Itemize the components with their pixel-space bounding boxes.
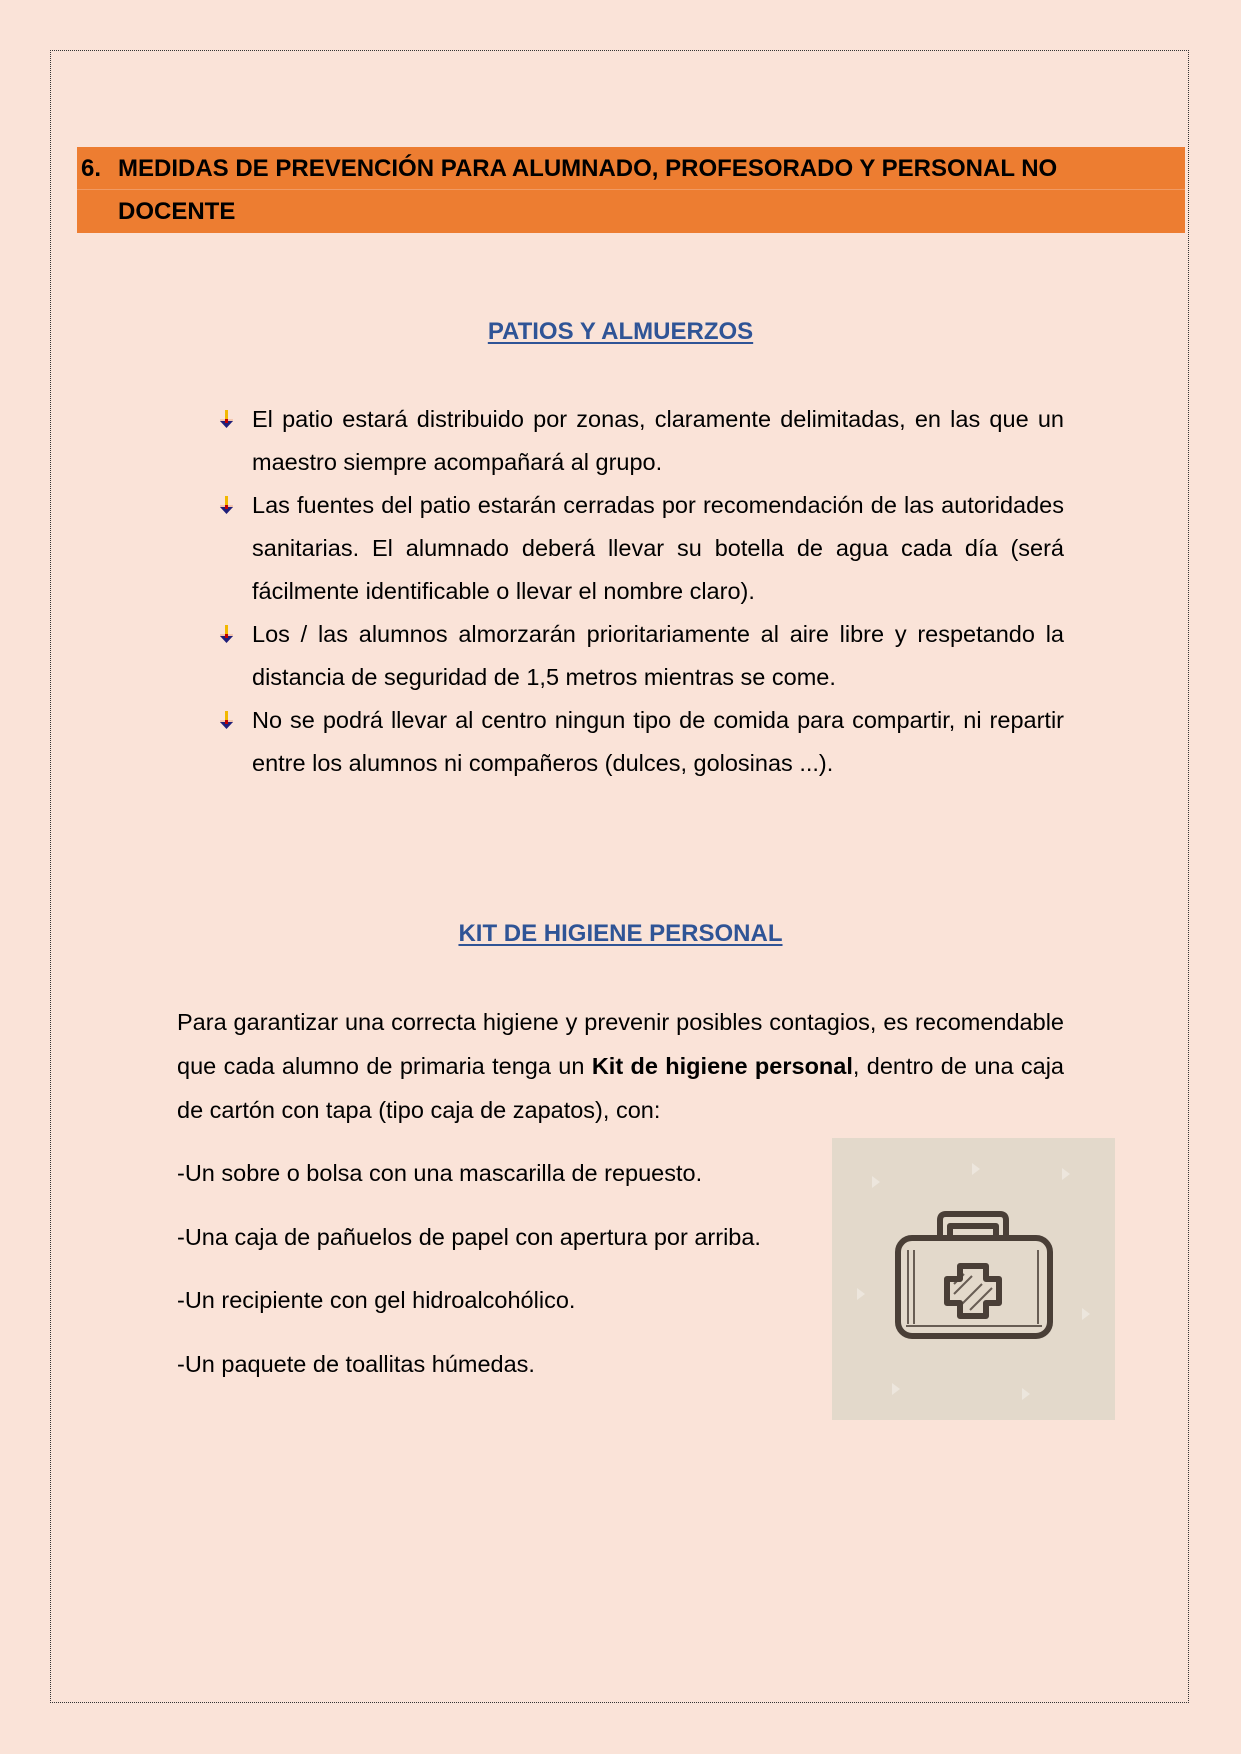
section-header	[77, 147, 1185, 233]
kit-item: -Un recipiente con gel hidroalcohólico.	[177, 1287, 576, 1313]
patios-bullet-list	[214, 398, 1064, 785]
kit-item: -Una caja de pañuelos de papel con apertura por arriba.	[177, 1223, 761, 1250]
bullet-item	[214, 699, 1064, 785]
kit-item: -Un sobre o bolsa con una mascarilla de repuesto.	[177, 1160, 703, 1186]
section-title: MEDIDAS DE PREVENCIÓN PARA ALUMNADO, PROFESORADO Y PERSONAL NO DOCENTE	[118, 155, 1058, 225]
bullet-text: Las fuentes del patio estarán cerradas por recomendación de las autoridades sanitarias. El alumnado deberá llevar su botella de agua cada día (será fácilmente identificable o llevar el nombre claro).	[252, 492, 1064, 604]
bullet-text: Los / las alumnos almorzarán prioritariamente al aire libre y respetando la distancia de seguridad de 1,5 metros mientras se come.	[252, 621, 1064, 690]
bullet-text: No se podrá llevar al centro ningun tipo de comida para compartir, ni repartir entre los alumnos ni compañeros (dulces, golosinas ...).	[252, 707, 1064, 776]
kit-item-list	[177, 1151, 817, 1405]
intro-text-bold: Kit de higiene personal	[591, 1053, 853, 1079]
intro-text-end: , dentro de una caja de cartón con tapa (tipo caja de zapatos), con:	[177, 1053, 1064, 1123]
arrow-down-bullet-icon	[216, 410, 236, 430]
kit-item: -Un paquete de toallitas húmedas.	[177, 1350, 535, 1377]
bullet-text: El patio estará distribuido por zonas, claramente delimitadas, en las que un maestro siempre acompañará al grupo.	[252, 406, 1064, 475]
kit-heading: KIT DE HIGIENE PERSONAL	[458, 920, 783, 947]
patios-heading: PATIOS Y ALMUERZOS	[487, 318, 754, 345]
section-number: 6.	[81, 155, 102, 182]
first-aid-kit-image	[832, 1138, 1115, 1420]
kit-intro-paragraph	[177, 1000, 1064, 1132]
bullet-item	[214, 398, 1064, 484]
first-aid-kit-icon	[832, 1138, 1115, 1420]
arrow-down-bullet-icon	[216, 711, 236, 731]
intro-text-start: Para garantizar una correcta higiene y prevenir posibles contagios, es recomendable que cada alumno de primaria tenga un	[177, 1009, 1064, 1079]
arrow-down-bullet-icon	[216, 625, 236, 645]
bullet-item	[214, 613, 1064, 699]
bullet-item	[214, 484, 1064, 613]
arrow-down-bullet-icon	[216, 496, 236, 516]
page-border	[50, 50, 1189, 1703]
